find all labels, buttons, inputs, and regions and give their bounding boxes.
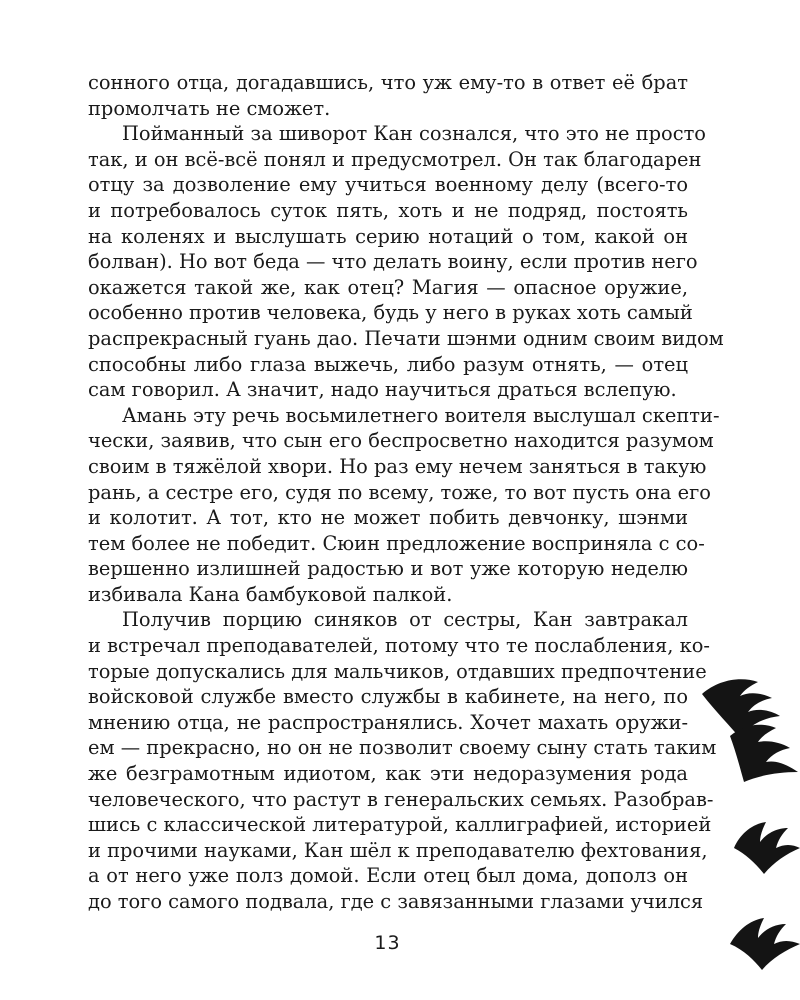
text-line: и прочими науками, Кан шёл к преподавателю фехтования, bbox=[88, 838, 708, 862]
text-line: так, и он всё-всё понял и предусмотрел. Он так благодарен bbox=[88, 147, 702, 171]
text-line: чески, заявив, что сын его беспросветно находится разумом bbox=[88, 429, 714, 453]
text-line: избивала Кана бамбуковой палкой. bbox=[88, 582, 453, 606]
text-line: человеческого, что растут в генеральских семьях. Разобрав- bbox=[88, 787, 714, 811]
text-line: промолчать не сможет. bbox=[88, 96, 331, 120]
book-page-text bbox=[88, 70, 724, 915]
text-line: же безграмотным идиотом, как эти недоразумения рода bbox=[88, 762, 688, 786]
text-line: болван). Но вот беда — что делать воину, если против него bbox=[88, 250, 698, 274]
swallow-ornament-large-icon bbox=[700, 672, 800, 782]
text-line: своим в тяжёлой хвори. Но раз ему нечем заняться в такую bbox=[88, 454, 707, 478]
text-line: и колотит. А тот, кто не может побить девчонку, шэнми bbox=[88, 506, 688, 530]
text-line: ем — прекрасно, но он не позволит своему сыну стать таким bbox=[88, 736, 717, 760]
text-line: до того самого подвала, где с завязанными глазами учился bbox=[88, 890, 704, 913]
text-line: окажется такой же, как отец? Магия — опасное оружие, bbox=[88, 275, 688, 299]
text-line: тем более не победит. Сюин предложение восприняла с со- bbox=[88, 531, 705, 555]
text-line: способны либо глаза выжечь, либо разум отнять, — отец bbox=[88, 352, 688, 376]
text-line: шись с классической литературой, каллиграфией, историей bbox=[88, 813, 712, 837]
text-line: сам говорил. А значит, надо научиться драться вслепую. bbox=[88, 378, 677, 402]
text-line: торые допускались для мальчиков, отдавших предпочтение bbox=[88, 659, 707, 683]
text-line: Амань эту речь восьмилетнего воителя выслушал скепти- bbox=[122, 403, 720, 427]
text-line: сонного отца, догадавшись, что уж ему-то в ответ её брат bbox=[88, 71, 688, 94]
text-line: распрекрасный гуань дао. Печати шэнми одним своим видом bbox=[88, 326, 724, 350]
swallow-ornament-medium-icon bbox=[730, 818, 800, 876]
text-line: мнению отца, не распространялись. Хочет махать оружи- bbox=[88, 710, 688, 734]
swallow-ornament-small-icon bbox=[726, 908, 800, 972]
text-line: вершенно излишней радостью и вот уже которую неделю bbox=[88, 557, 688, 581]
text-line: а от него уже полз домой. Если отец был дома, дополз он bbox=[88, 864, 688, 888]
text-line: Пойманный за шиворот Кан сознался, что это не просто bbox=[122, 122, 706, 146]
text-line: рань, а сестре его, судя по всему, тоже, то вот пусть она его bbox=[88, 480, 711, 504]
text-line: особенно против человека, будь у него в руках хоть самый bbox=[88, 301, 693, 325]
text-line: и встречал преподавателей, потому что те послабления, ко- bbox=[88, 634, 710, 658]
text-line: отцу за дозволение ему учиться военному делу (всего-то bbox=[88, 173, 688, 197]
text-line: Получив порцию синяков от сестры, Кан завтракал bbox=[122, 608, 688, 632]
page-number: 13 bbox=[374, 932, 401, 954]
text-line: на коленях и выслушать серию нотаций о том, какой он bbox=[88, 224, 688, 248]
text-line: и потребовалось суток пять, хоть и не подряд, постоять bbox=[88, 198, 688, 222]
text-line: войсковой службе вместо службы в кабинете, на него, по bbox=[88, 685, 688, 709]
